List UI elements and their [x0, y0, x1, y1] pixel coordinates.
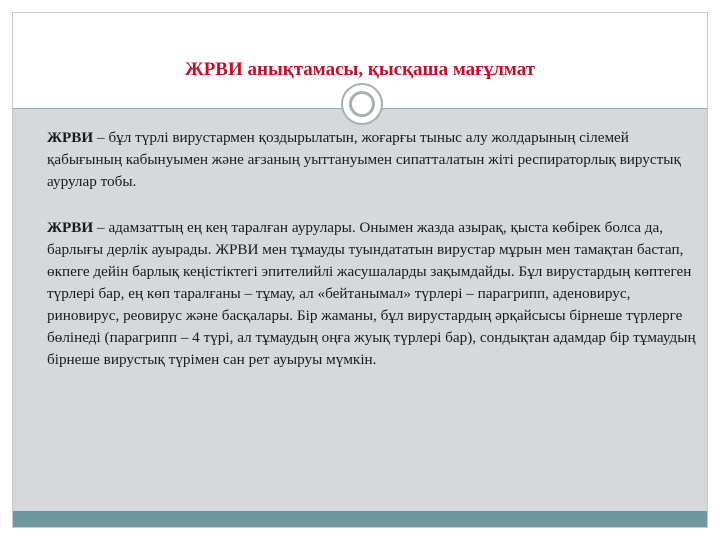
paragraph-definition [47, 127, 697, 193]
paragraph-text: – адамзаттың ең кең таралған аурулары. Онымен жазда азырақ, қыста көбірек болса да, барлығы дерлік ауырады. ЖРВИ мен тұмауды туындататын вирустар мұрын мен тамақтан бастап, өкпеге дейін барлық кеңістіктегі эпителийлі жасушаларды зақымдайды. Бұл вирустардың көптеген түрлері бар, ең көп таралғаны – тұмау, ал «бейтанымал» түрлері – парагрипп, аденовирус, риновирус, реовирус және басқалары. Бір жаманы, бұл вирустардың әрқайсысы бірнеше түрлерге бөлінеді (парагрипп – 4 түрі, ал тұмаудың оңға жуық түрлері бар), сондықтан адамдар бір тұмаудың бірнеше вирустық түрімен сан рет ауыруы мүмкін. [47, 219, 696, 368]
circle-ornament-inner [349, 91, 375, 117]
paragraph-details [47, 217, 697, 371]
slide-title: ЖРВИ анықтамасы, қысқаша мағұлмат [184, 59, 536, 80]
slide [12, 12, 708, 528]
paragraph-text: – бұл түрлі вирустармен қоздырылатын, жоғарғы тыныс алу жолдарының сілемей қабығының кабынуымен және ағзаның уыттануымен сипатталатын жіті респираторлық вирустық аурулар тобы. [47, 129, 681, 190]
circle-ornament-icon [341, 83, 383, 125]
paragraph-lead: ЖРВИ [47, 129, 94, 146]
paragraph-lead: ЖРВИ [47, 219, 94, 236]
bottom-bar [13, 511, 707, 527]
